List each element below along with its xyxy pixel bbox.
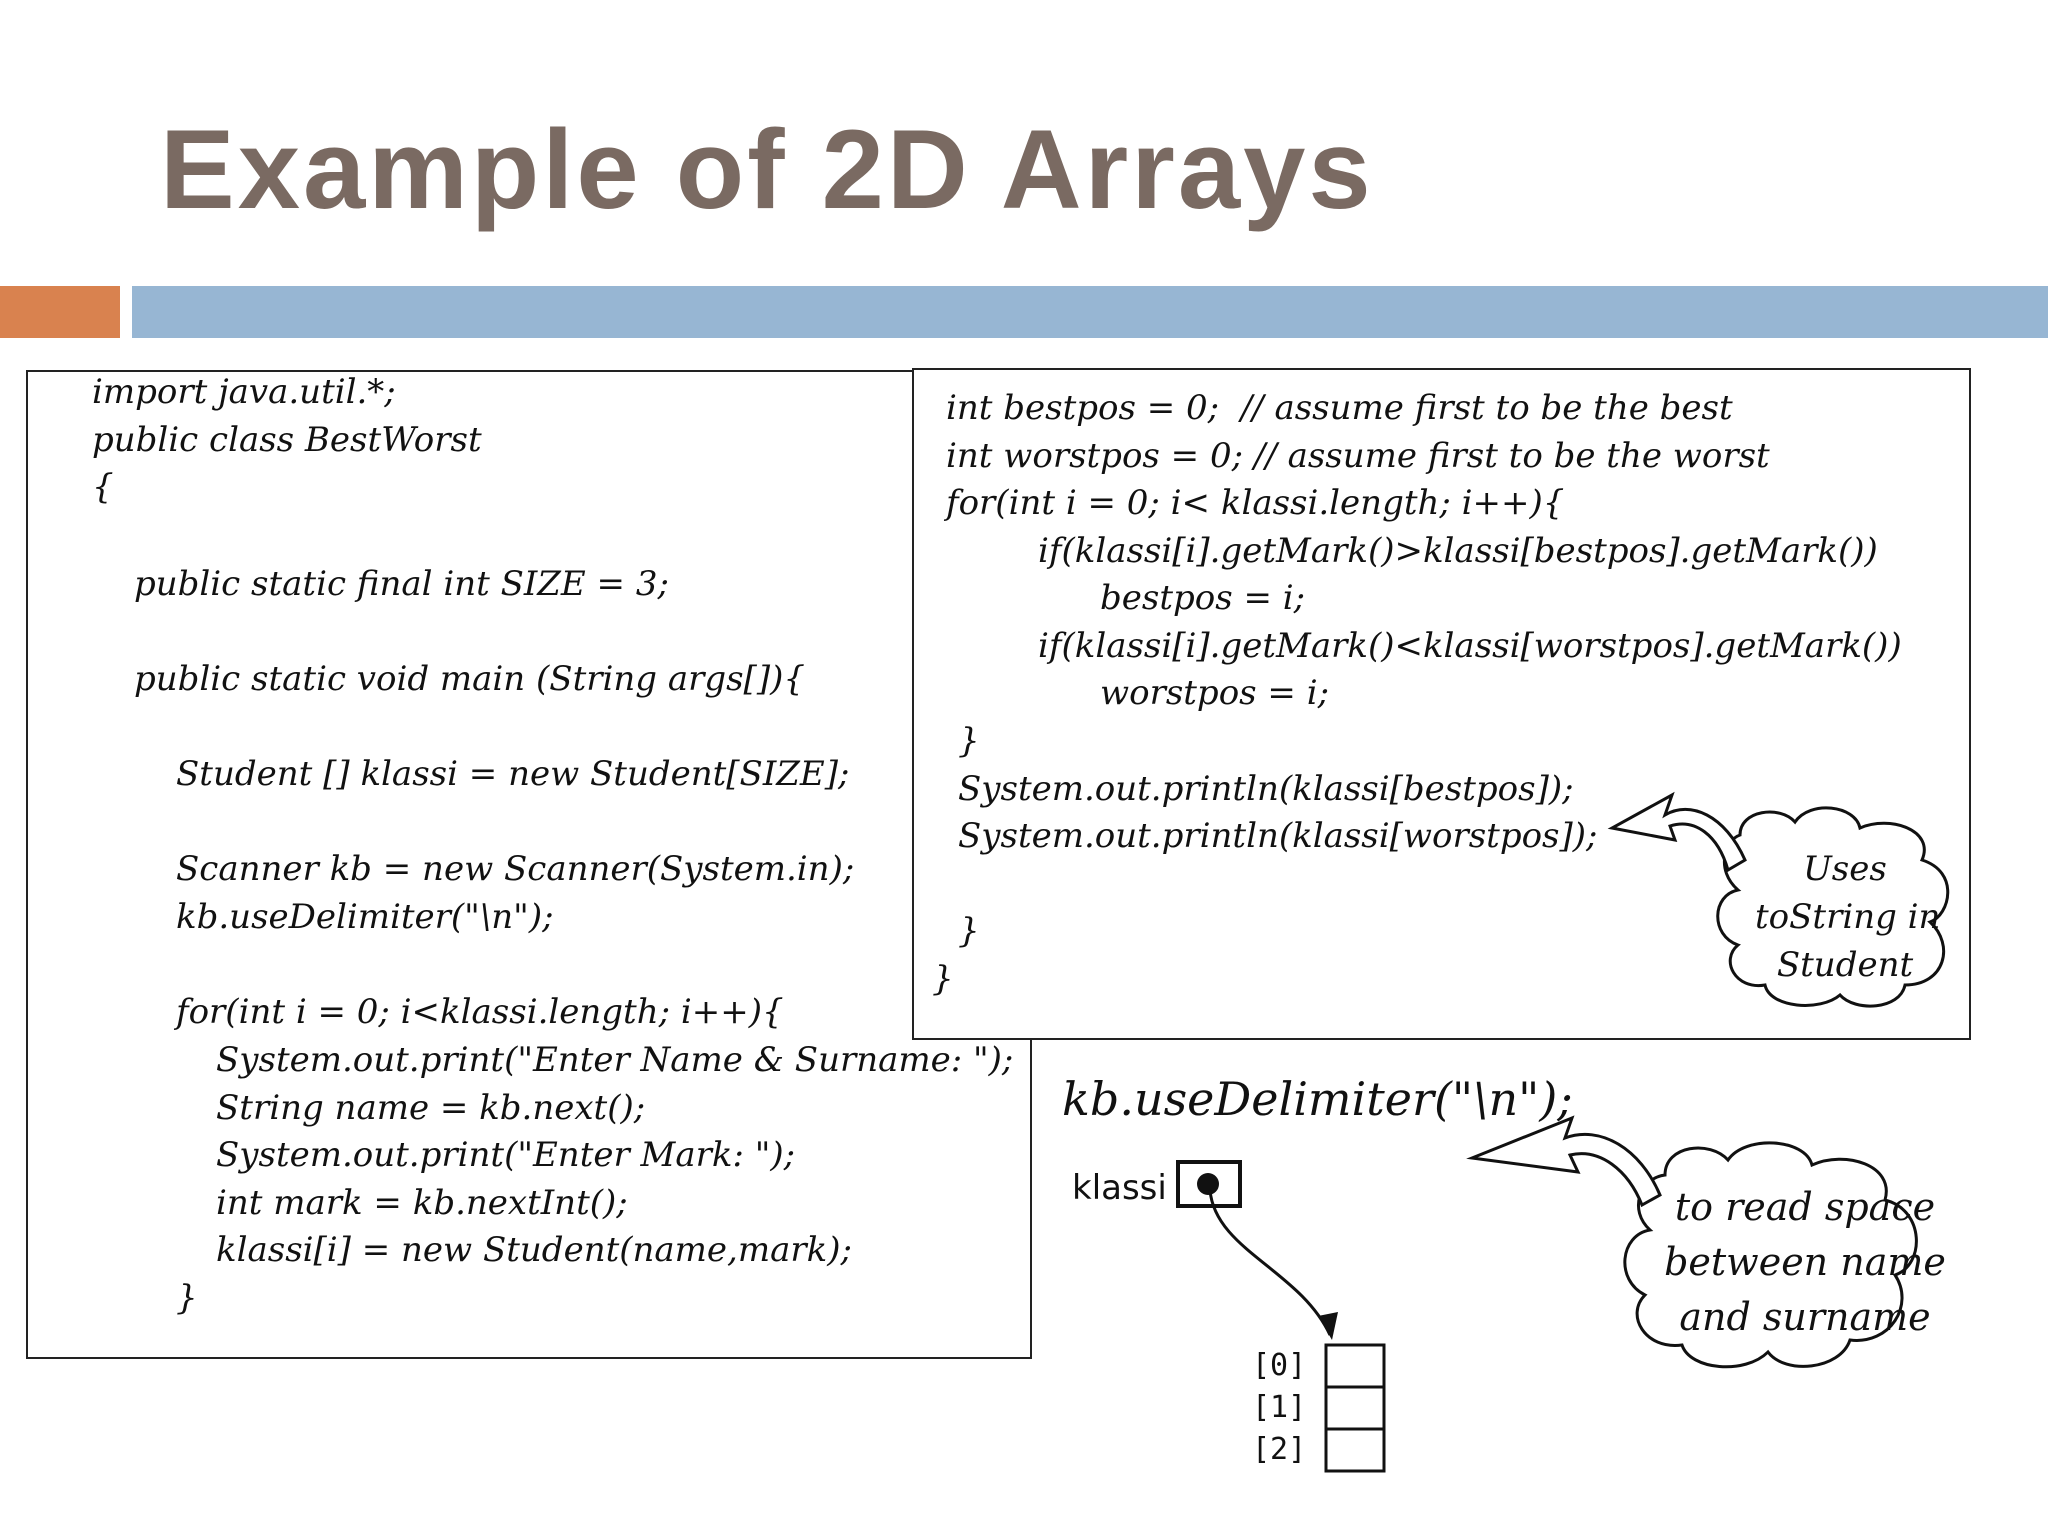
code-line: Student [] klassi = new Student[SIZE]; [176,754,850,794]
code-line: Scanner kb = new Scanner(System.in); [176,849,855,889]
pointer-arrow [1210,1190,1330,1335]
array-cell [1326,1345,1384,1387]
callout-line: to read space [1674,1185,1936,1229]
slide-title: Example of 2D Arrays [160,107,1374,232]
code-line: public class BestWorst [92,420,482,460]
callout-line: Uses [1803,849,1887,889]
callout-line: toString in [1755,897,1941,937]
code-line: } [932,959,954,999]
callout-line: between name [1664,1240,1946,1284]
code-line: } [958,911,980,951]
code-line: int worstpos = 0; // assume first to be the worst [946,436,1770,476]
code-line: import java.util.*; [92,372,396,412]
code-line: { [92,467,114,507]
curved-arrow-delimiter [1472,1118,1660,1205]
curved-arrow-tostring [1612,795,1745,870]
code-line: } [176,1278,198,1318]
callout-line: Student [1776,945,1914,985]
code-line: public static void main (String args[]){ [134,659,805,699]
delimiter-caption: kb.useDelimiter("\n"); [1062,1072,1573,1126]
code-line: klassi[i] = new Student(name,mark); [216,1230,852,1270]
code-line: System.out.print("Enter Mark: "); [216,1135,796,1175]
callout-tostring [1755,845,1941,989]
code-line: } [958,721,980,761]
array-cell [1326,1429,1384,1471]
code-line: kb.useDelimiter("\n"); [176,897,554,937]
code-line: if(klassi[i].getMark()<klassi[worstpos].getMark()) [1038,626,1902,666]
code-line: bestpos = i; [1100,578,1306,618]
array-index-label: [0] [1252,1348,1307,1383]
code-line: for(int i = 0; i< klassi.length; i++){ [946,483,1565,523]
code-line: for(int i = 0; i<klassi.length; i++){ [176,992,784,1032]
code-line: int mark = kb.nextInt(); [216,1183,628,1223]
callout-delimiter [1655,1180,1955,1345]
klassi-variable-label: klassi [1072,1168,1167,1208]
code-line: String name = kb.next(); [216,1088,646,1128]
array-index-label: [2] [1252,1432,1307,1467]
code-line: System.out.println(klassi[worstpos]); [958,816,1598,856]
array-index-label: [1] [1252,1390,1307,1425]
code-line: worstpos = i; [1100,673,1330,713]
code-line: if(klassi[i].getMark()>klassi[bestpos].getMark()) [1038,531,1878,571]
code-line: public static final int SIZE = 3; [134,564,669,604]
code-line: System.out.print("Enter Name & Surname: "); [216,1040,1014,1080]
code-line: int bestpos = 0; // assume first to be the best [946,388,1733,428]
code-line: System.out.println(klassi[bestpos]); [958,769,1574,809]
array-cell [1326,1387,1384,1429]
pointer-arrowhead [1318,1312,1338,1340]
reference-dot [1197,1173,1219,1195]
callout-line: and surname [1679,1295,1931,1339]
